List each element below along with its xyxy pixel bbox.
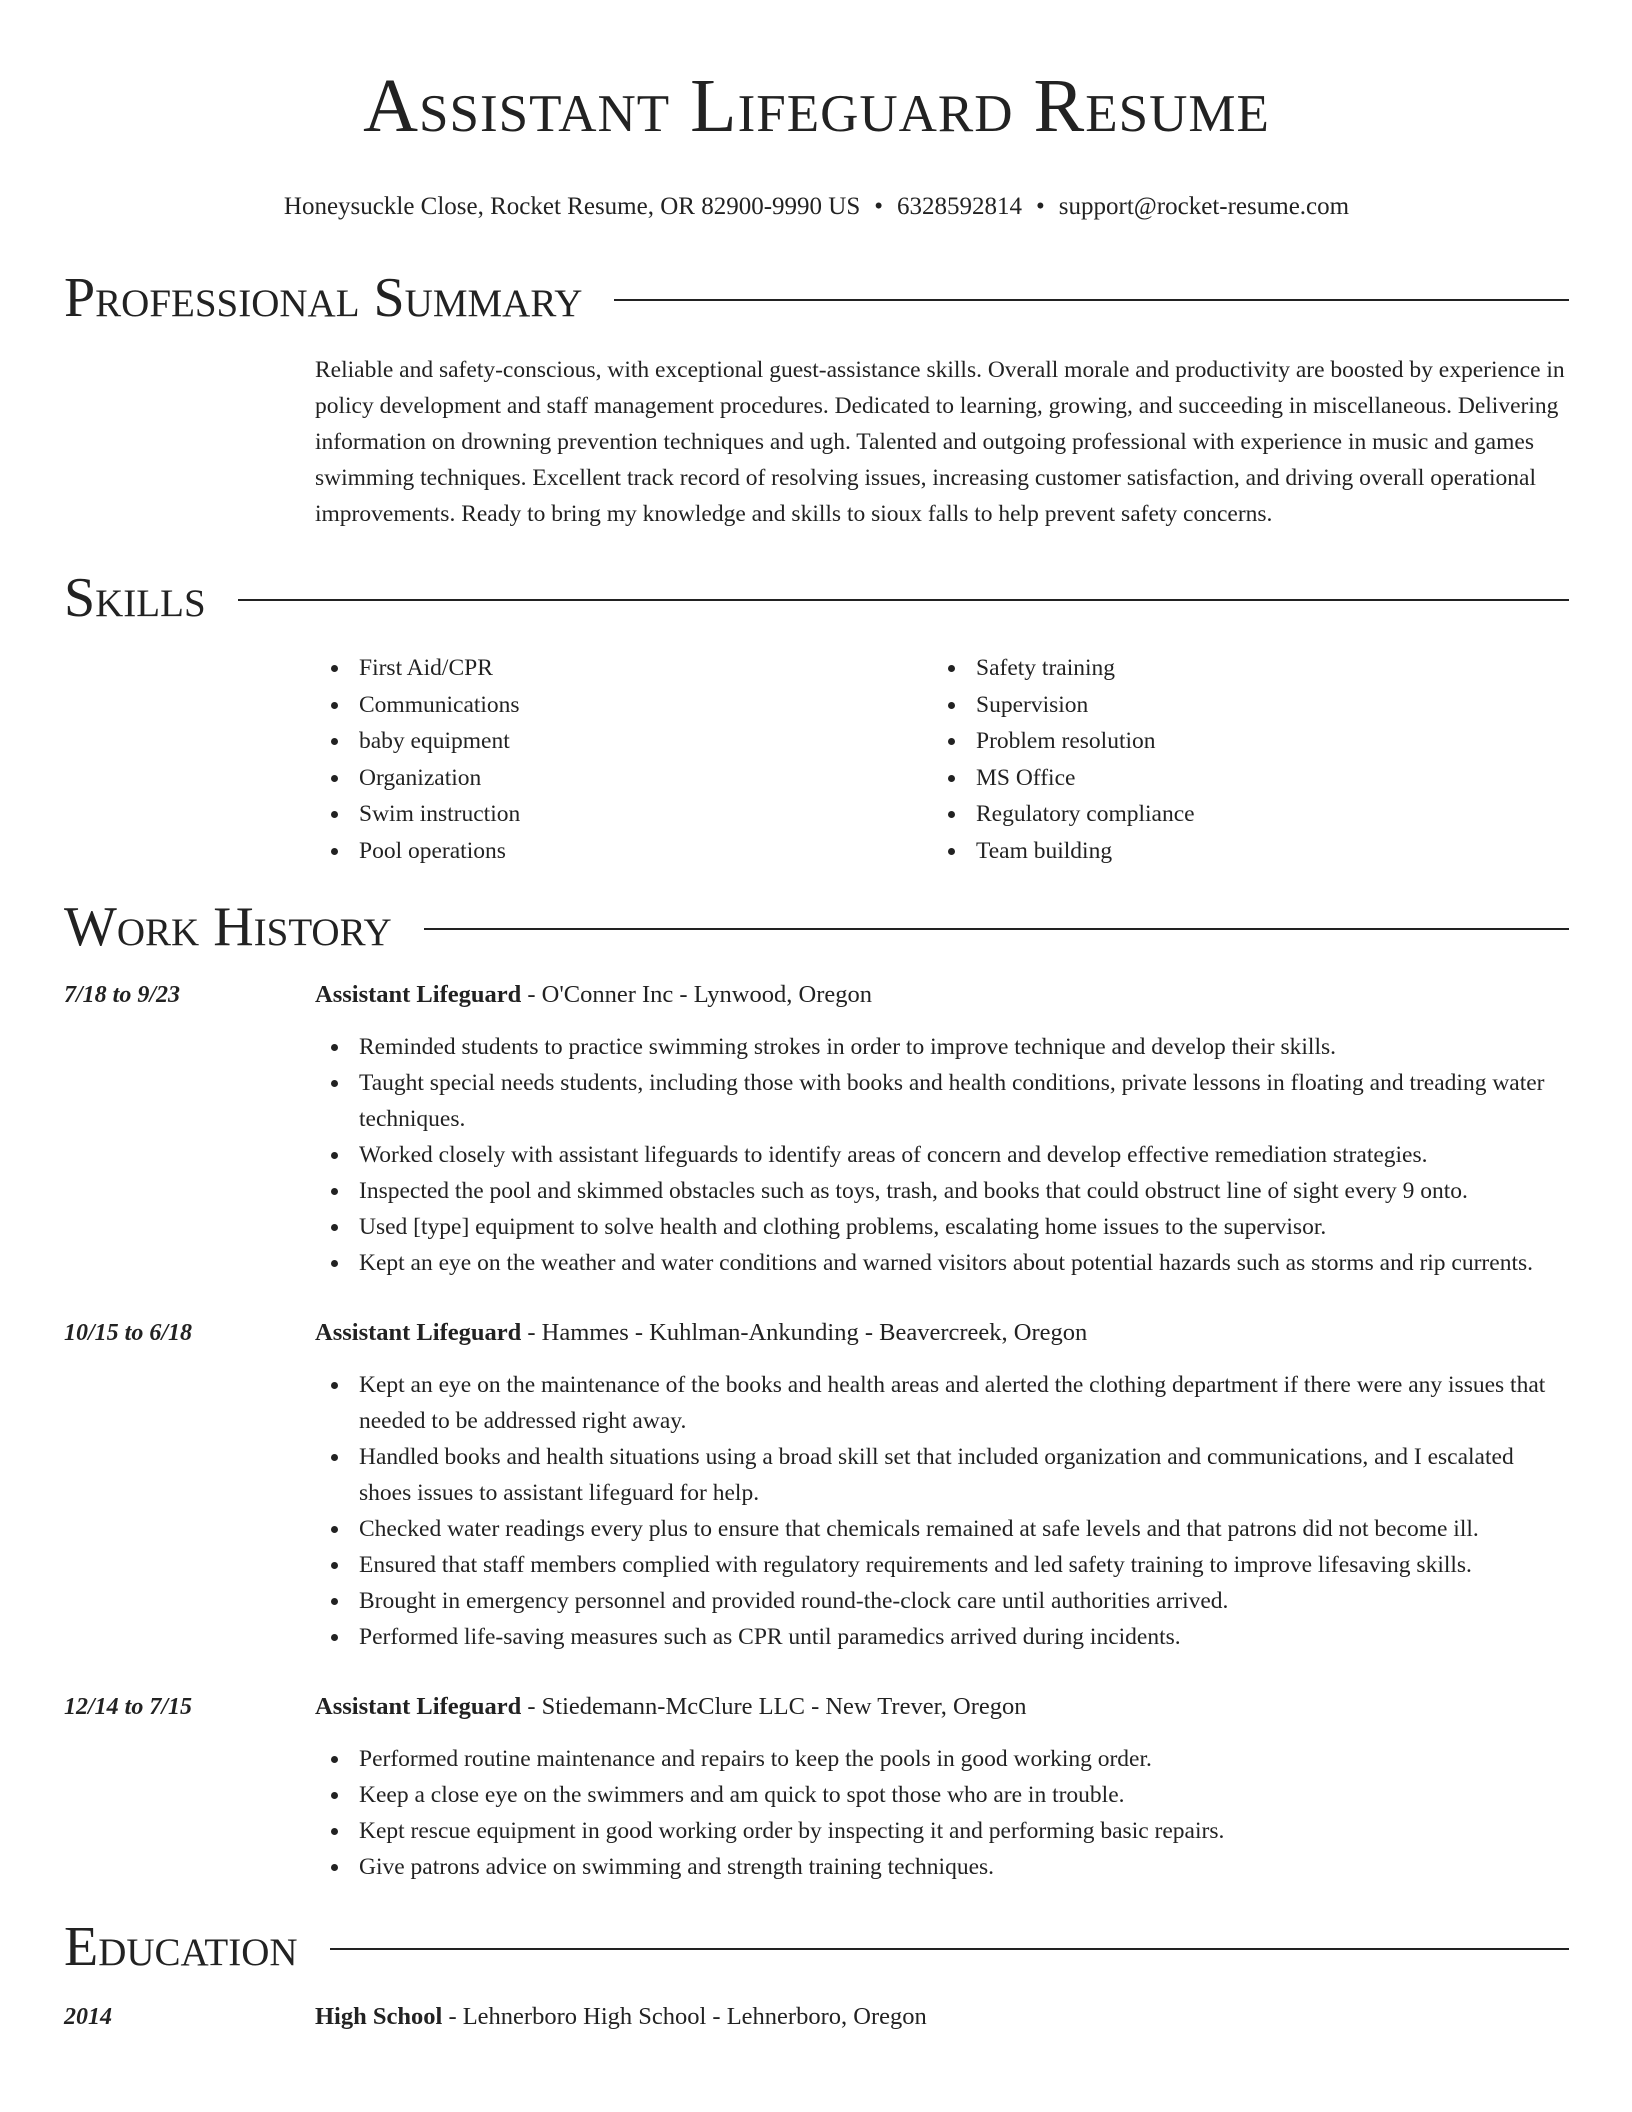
contact-address: Honeysuckle Close, Rocket Resume, OR 82900-9990 US bbox=[283, 193, 861, 220]
job-dates: 12/14 to 7/15 bbox=[64, 1694, 193, 1720]
section-divider bbox=[238, 599, 1569, 601]
job-duty: Performed life-saving measures such as CPR until paramedics arrived during incidents. bbox=[315, 1619, 1569, 1655]
skill-item: Communications bbox=[315, 687, 932, 724]
job-heading bbox=[315, 1689, 1569, 1725]
job-employer: - Hammes - Kuhlman-Ankunding - Beavercreek, Oregon bbox=[521, 1319, 1088, 1346]
job-duty: Give patrons advice on swimming and strength training techniques. bbox=[315, 1849, 1569, 1885]
contact-line bbox=[64, 192, 1569, 222]
job-employer: - Stiedemann-McClure LLC - New Trever, Oregon bbox=[521, 1693, 1027, 1720]
section-education bbox=[64, 1915, 1569, 1979]
section-divider bbox=[614, 299, 1569, 301]
job-duty: Used [type] equipment to solve health and clothing problems, escalating home issues to the supervisor. bbox=[315, 1209, 1569, 1245]
job-duty: Handled books and health situations using a broad skill set that included organization and communications, and I escalated shoes issues to assistant lifeguard for help. bbox=[315, 1439, 1569, 1511]
job-entry bbox=[64, 977, 1569, 1281]
job-duty: Worked closely with assistant lifeguards to identify areas of concern and develop effective remediation strategies. bbox=[315, 1137, 1569, 1173]
job-body bbox=[315, 1315, 1569, 1655]
job-duties bbox=[315, 1029, 1569, 1281]
job-entry bbox=[64, 1315, 1569, 1655]
skill-item: Supervision bbox=[932, 687, 1549, 724]
education-entry bbox=[64, 1999, 1569, 2035]
contact-email: support@rocket-resume.com bbox=[1058, 193, 1350, 220]
job-duty: Kept an eye on the weather and water conditions and warned visitors about potential hazards such as storms and rip currents. bbox=[315, 1245, 1569, 1281]
job-duty: Taught special needs students, including those with books and health conditions, private lessons in floating and treading water techniques. bbox=[315, 1065, 1569, 1137]
education-school: - Lehnerboro High School - Lehnerboro, Oregon bbox=[442, 2003, 927, 2030]
section-heading-summary: Professional Summary bbox=[64, 267, 583, 329]
section-divider bbox=[330, 1948, 1569, 1950]
skill-item: Organization bbox=[315, 760, 932, 797]
job-duties bbox=[315, 1741, 1569, 1885]
job-duty: Reminded students to practice swimming strokes in order to improve technique and develop their skills. bbox=[315, 1029, 1569, 1065]
job-duty: Brought in emergency personnel and provided round-the-clock care until authorities arrived. bbox=[315, 1583, 1569, 1619]
section-professional-summary bbox=[64, 266, 1569, 330]
education-degree: High School bbox=[315, 2003, 443, 2030]
summary-text: Reliable and safety-conscious, with exceptional guest-assistance skills. Overall morale and productivity are boosted by experience in policy development and staff management procedures. Dedicated to learning, growing, and succeeding in miscellaneous. Delivering information on drowning prevention techniques and ugh. Talented and outgoing professional with experience in music and games swimming techniques. Excellent track record of resolving issues, increasing customer satisfaction, and driving overall operational improvements. Ready to bring my knowledge and skills to sioux falls to help prevent safety concerns. bbox=[315, 357, 1565, 527]
job-title: Assistant Lifeguard bbox=[315, 1319, 522, 1346]
section-heading-skills: Skills bbox=[64, 567, 206, 629]
job-title: Assistant Lifeguard bbox=[315, 981, 522, 1008]
job-heading bbox=[315, 1315, 1569, 1351]
job-duty: Inspected the pool and skimmed obstacles such as toys, trash, and books that could obstruct line of sight every 9 onto. bbox=[315, 1173, 1569, 1209]
job-duty: Kept rescue equipment in good working order by inspecting it and performing basic repairs. bbox=[315, 1813, 1569, 1849]
job-title: Assistant Lifeguard bbox=[315, 1693, 522, 1720]
job-entry bbox=[64, 1689, 1569, 1885]
skill-item: Regulatory compliance bbox=[932, 796, 1549, 833]
job-employer: - O'Conner Inc - Lynwood, Oregon bbox=[521, 981, 872, 1008]
job-dates: 10/15 to 6/18 bbox=[64, 1320, 193, 1346]
contact-separator: • bbox=[874, 193, 884, 220]
contact-separator: • bbox=[1036, 193, 1045, 220]
skill-item: Swim instruction bbox=[315, 796, 932, 833]
skill-item: First Aid/CPR bbox=[315, 650, 932, 687]
skill-item: Safety training bbox=[932, 650, 1549, 687]
page-title: Assistant Lifeguard Resume bbox=[363, 64, 1270, 148]
job-duty: Kept an eye on the maintenance of the books and health areas and alerted the clothing department if there were any issues that needed to be addressed right away. bbox=[315, 1367, 1569, 1439]
job-duty: Ensured that staff members complied with regulatory requirements and led safety training to improve lifesaving skills. bbox=[315, 1547, 1569, 1583]
skill-item: baby equipment bbox=[315, 723, 932, 760]
section-work-history bbox=[64, 895, 1569, 959]
job-duties bbox=[315, 1367, 1569, 1655]
skill-item: Team building bbox=[932, 833, 1549, 870]
job-body bbox=[315, 1689, 1569, 1885]
job-dates: 7/18 to 9/23 bbox=[64, 982, 181, 1008]
job-duty: Performed routine maintenance and repairs to keep the pools in good working order. bbox=[315, 1741, 1569, 1777]
skill-item: Problem resolution bbox=[932, 723, 1549, 760]
job-duty: Keep a close eye on the swimmers and am quick to spot those who are in trouble. bbox=[315, 1777, 1569, 1813]
job-duty: Checked water readings every plus to ensure that chemicals remained at safe levels and that patrons did not become ill. bbox=[315, 1511, 1569, 1547]
section-heading-work: Work History bbox=[64, 896, 392, 958]
section-heading-education: Education bbox=[64, 1916, 298, 1978]
education-date: 2014 bbox=[64, 2004, 112, 2030]
skills-list bbox=[315, 650, 1569, 869]
skill-item: MS Office bbox=[932, 760, 1549, 797]
skills-column-right bbox=[932, 650, 1549, 869]
job-heading bbox=[315, 977, 1569, 1013]
job-body bbox=[315, 977, 1569, 1281]
section-divider bbox=[424, 928, 1569, 930]
skill-item: Pool operations bbox=[315, 833, 932, 870]
contact-phone: 6328592814 bbox=[897, 193, 1023, 220]
skills-column-left bbox=[315, 650, 932, 869]
education-heading bbox=[315, 1999, 927, 2035]
section-skills bbox=[64, 566, 1569, 630]
